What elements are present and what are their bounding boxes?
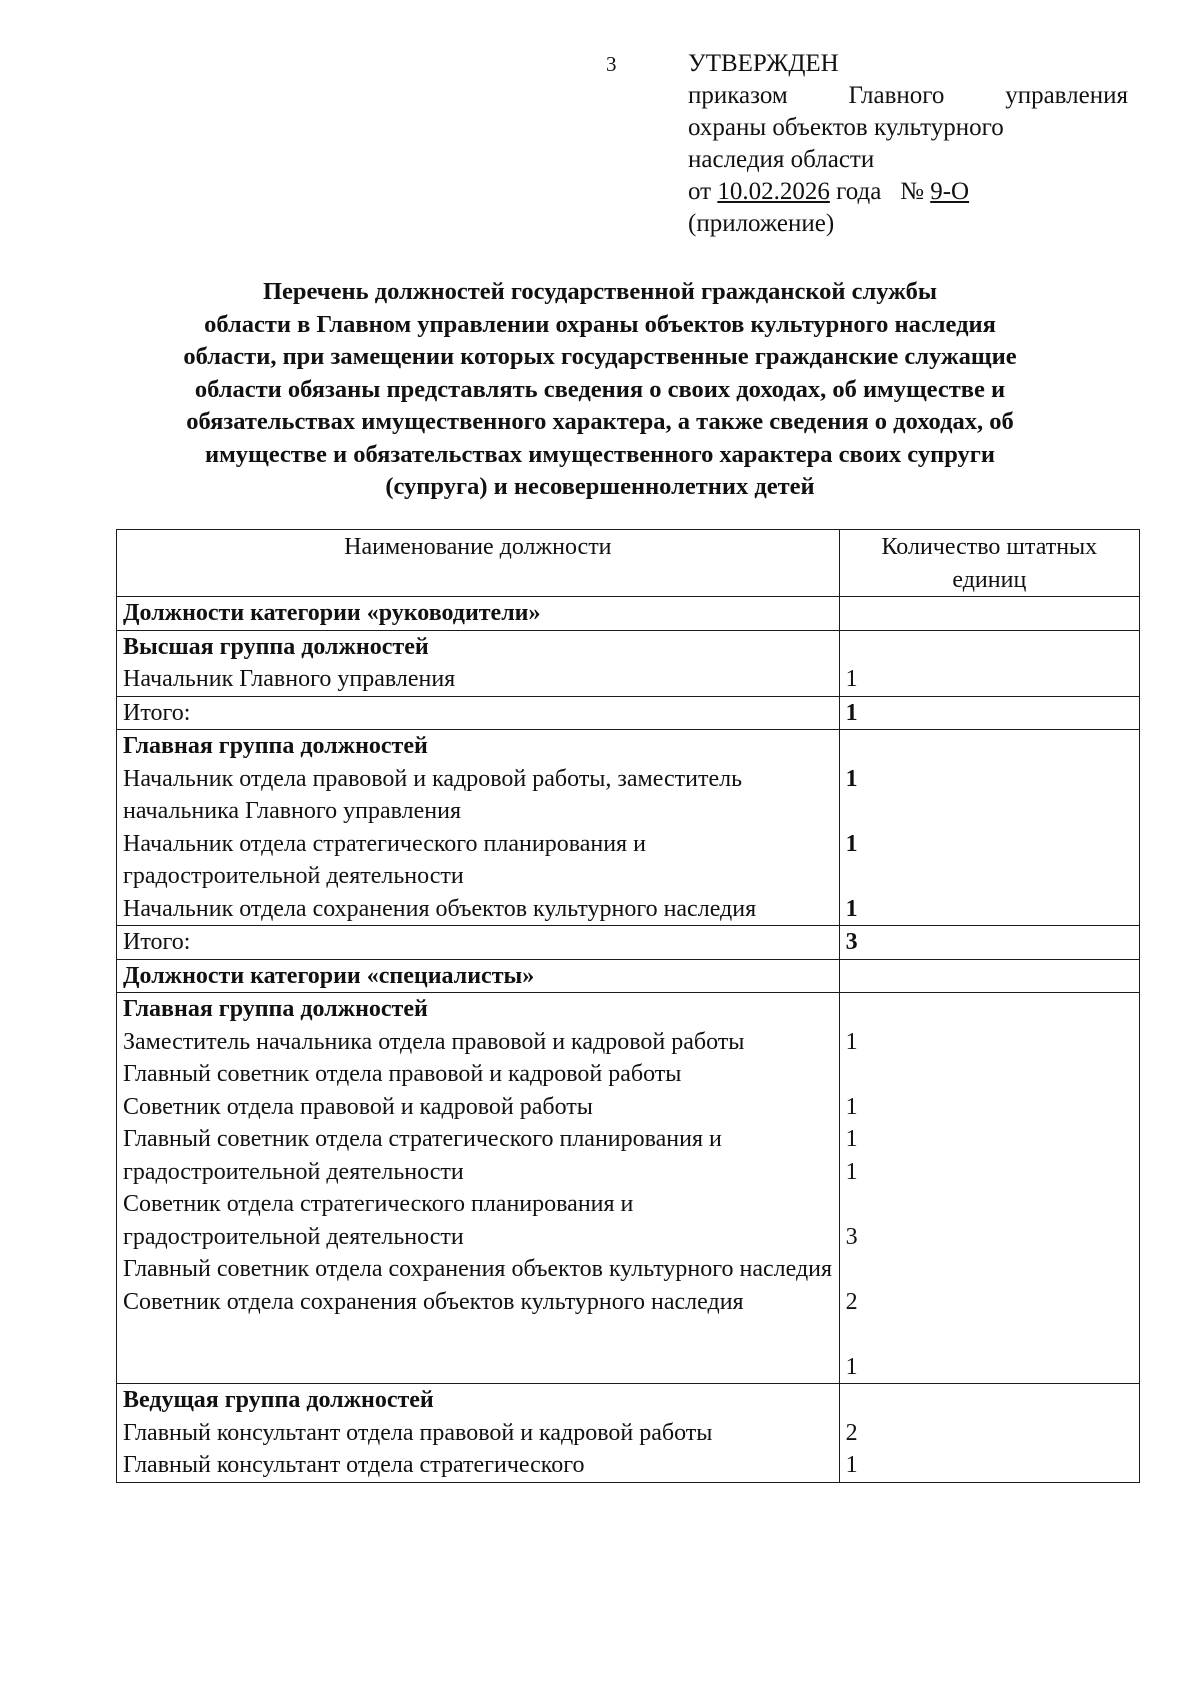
group-cell <box>117 993 840 1384</box>
position-qty: 1 <box>845 1028 858 1055</box>
position-name: Советник отдела стратегического планирования и градостроительной деятельности <box>123 1191 634 1250</box>
position-qty: 1 <box>845 1452 858 1478</box>
position-name: Советник отдела сохранения объектов культурного наследия <box>123 1288 744 1315</box>
approval-number-prefix: № <box>900 178 924 205</box>
approval-word-1: приказом <box>688 82 788 109</box>
position-qty: 1 <box>845 1353 858 1380</box>
category-title: Должности категории «руководители» <box>117 597 840 631</box>
category-qty-empty <box>839 959 1139 993</box>
title-line: области обязаны представлять сведения о своих доходах, об имуществе и <box>194 375 1006 403</box>
position-qty: 1 <box>845 1093 858 1120</box>
position-name: Заместитель начальника отдела правовой и кадровой работы <box>123 1028 745 1055</box>
position-qty: 1 <box>845 765 858 792</box>
approval-word-2: Главного <box>848 82 945 109</box>
position-name: Главный консультант отдела правовой и кадровой работы <box>123 1419 713 1446</box>
header-qty: Количество штатных единиц <box>839 530 1139 597</box>
position-name: Главный советник отдела сохранения объектов культурного наследия <box>123 1256 833 1282</box>
table-header-row <box>117 530 1140 597</box>
header-name: Наименование должности <box>117 530 840 597</box>
approval-date-prefix: от <box>688 178 712 205</box>
group-title: Высшая группа должностей <box>123 633 429 660</box>
group-row <box>117 630 1140 696</box>
position-name: Главный консультант отдела стратегического <box>123 1452 585 1478</box>
group-cell <box>117 630 840 696</box>
category-row <box>117 959 1140 993</box>
group-row <box>117 730 1140 926</box>
title-line: обязательствах имущественного характера, а также сведения о доходах, об <box>186 408 1014 435</box>
position-qty: 2 <box>845 1419 858 1446</box>
approval-heading: УТВЕРЖДЕН <box>688 50 839 77</box>
total-value: 3 <box>839 926 1139 960</box>
total-label: Итого: <box>117 696 840 730</box>
group-cell <box>117 730 840 926</box>
group-qty-cell <box>839 630 1139 696</box>
group-title: Ведущая группа должностей <box>123 1387 434 1413</box>
total-row <box>117 696 1140 730</box>
approval-org-line2: охраны объектов культурного <box>688 114 1004 141</box>
approval-org-line3: наследия области <box>688 146 875 173</box>
position-qty: 1 <box>845 830 858 857</box>
position-name: Главный советник отдела стратегического планирования и градостроительной деятельности <box>123 1126 722 1185</box>
approval-date-line <box>688 176 1128 208</box>
document-title <box>130 276 1070 504</box>
approval-word-3: управления <box>1005 82 1128 109</box>
position-name: Начальник отдела правовой и кадровой работы, заместитель начальника Главного управления <box>123 765 743 824</box>
group-qty-cell <box>839 1384 1139 1483</box>
group-title: Главная группа должностей <box>123 733 428 759</box>
position-name: Начальник отдела сохранения объектов культурного наследия <box>123 895 757 922</box>
approval-number: 9-О <box>930 178 970 205</box>
group-cell <box>117 1384 840 1483</box>
approval-block <box>688 48 1128 240</box>
title-line: (супруга) и несовершеннолетних детей <box>385 473 815 500</box>
approval-year-word: года <box>836 178 882 205</box>
position-qty: 1 <box>845 666 858 692</box>
positions-table <box>116 529 1140 1483</box>
group-row <box>117 993 1140 1384</box>
approval-appendix: (приложение) <box>688 210 835 237</box>
approval-by-line <box>688 80 1128 112</box>
page-number: 3 <box>606 52 617 76</box>
category-qty-empty <box>839 597 1139 631</box>
position-qty: 1 <box>845 1126 858 1152</box>
category-title: Должности категории «специалисты» <box>117 959 840 993</box>
group-title: Главная группа должностей <box>123 996 428 1022</box>
position-name: Начальник отдела стратегического планирования и градостроительной деятельности <box>123 830 646 889</box>
group-qty-cell <box>839 993 1139 1384</box>
group-qty-cell <box>839 730 1139 926</box>
group-row <box>117 1384 1140 1483</box>
title-line: имуществе и обязательствах имущественного характера своих супруги <box>204 440 996 468</box>
title-line: Перечень должностей государственной гражданской службы <box>262 278 937 305</box>
category-row <box>117 597 1140 631</box>
position-qty: 1 <box>845 895 858 922</box>
total-row <box>117 926 1140 960</box>
position-qty: 1 <box>845 1158 858 1185</box>
position-name: Советник отдела правовой и кадровой работы <box>123 1093 593 1120</box>
position-qty: 2 <box>845 1288 858 1315</box>
title-line: области, при замещении которых государственные гражданские служащие <box>183 343 1017 370</box>
position-name: Главный советник отдела правовой и кадровой работы <box>123 1061 682 1087</box>
approval-date: 10.02.2026 <box>717 178 830 205</box>
title-line: области в Главном управлении охраны объектов культурного наследия <box>204 310 996 338</box>
position-qty: 3 <box>845 1223 858 1250</box>
total-label: Итого: <box>117 926 840 960</box>
total-value: 1 <box>839 696 1139 730</box>
position-name: Начальник Главного управления <box>123 666 456 692</box>
